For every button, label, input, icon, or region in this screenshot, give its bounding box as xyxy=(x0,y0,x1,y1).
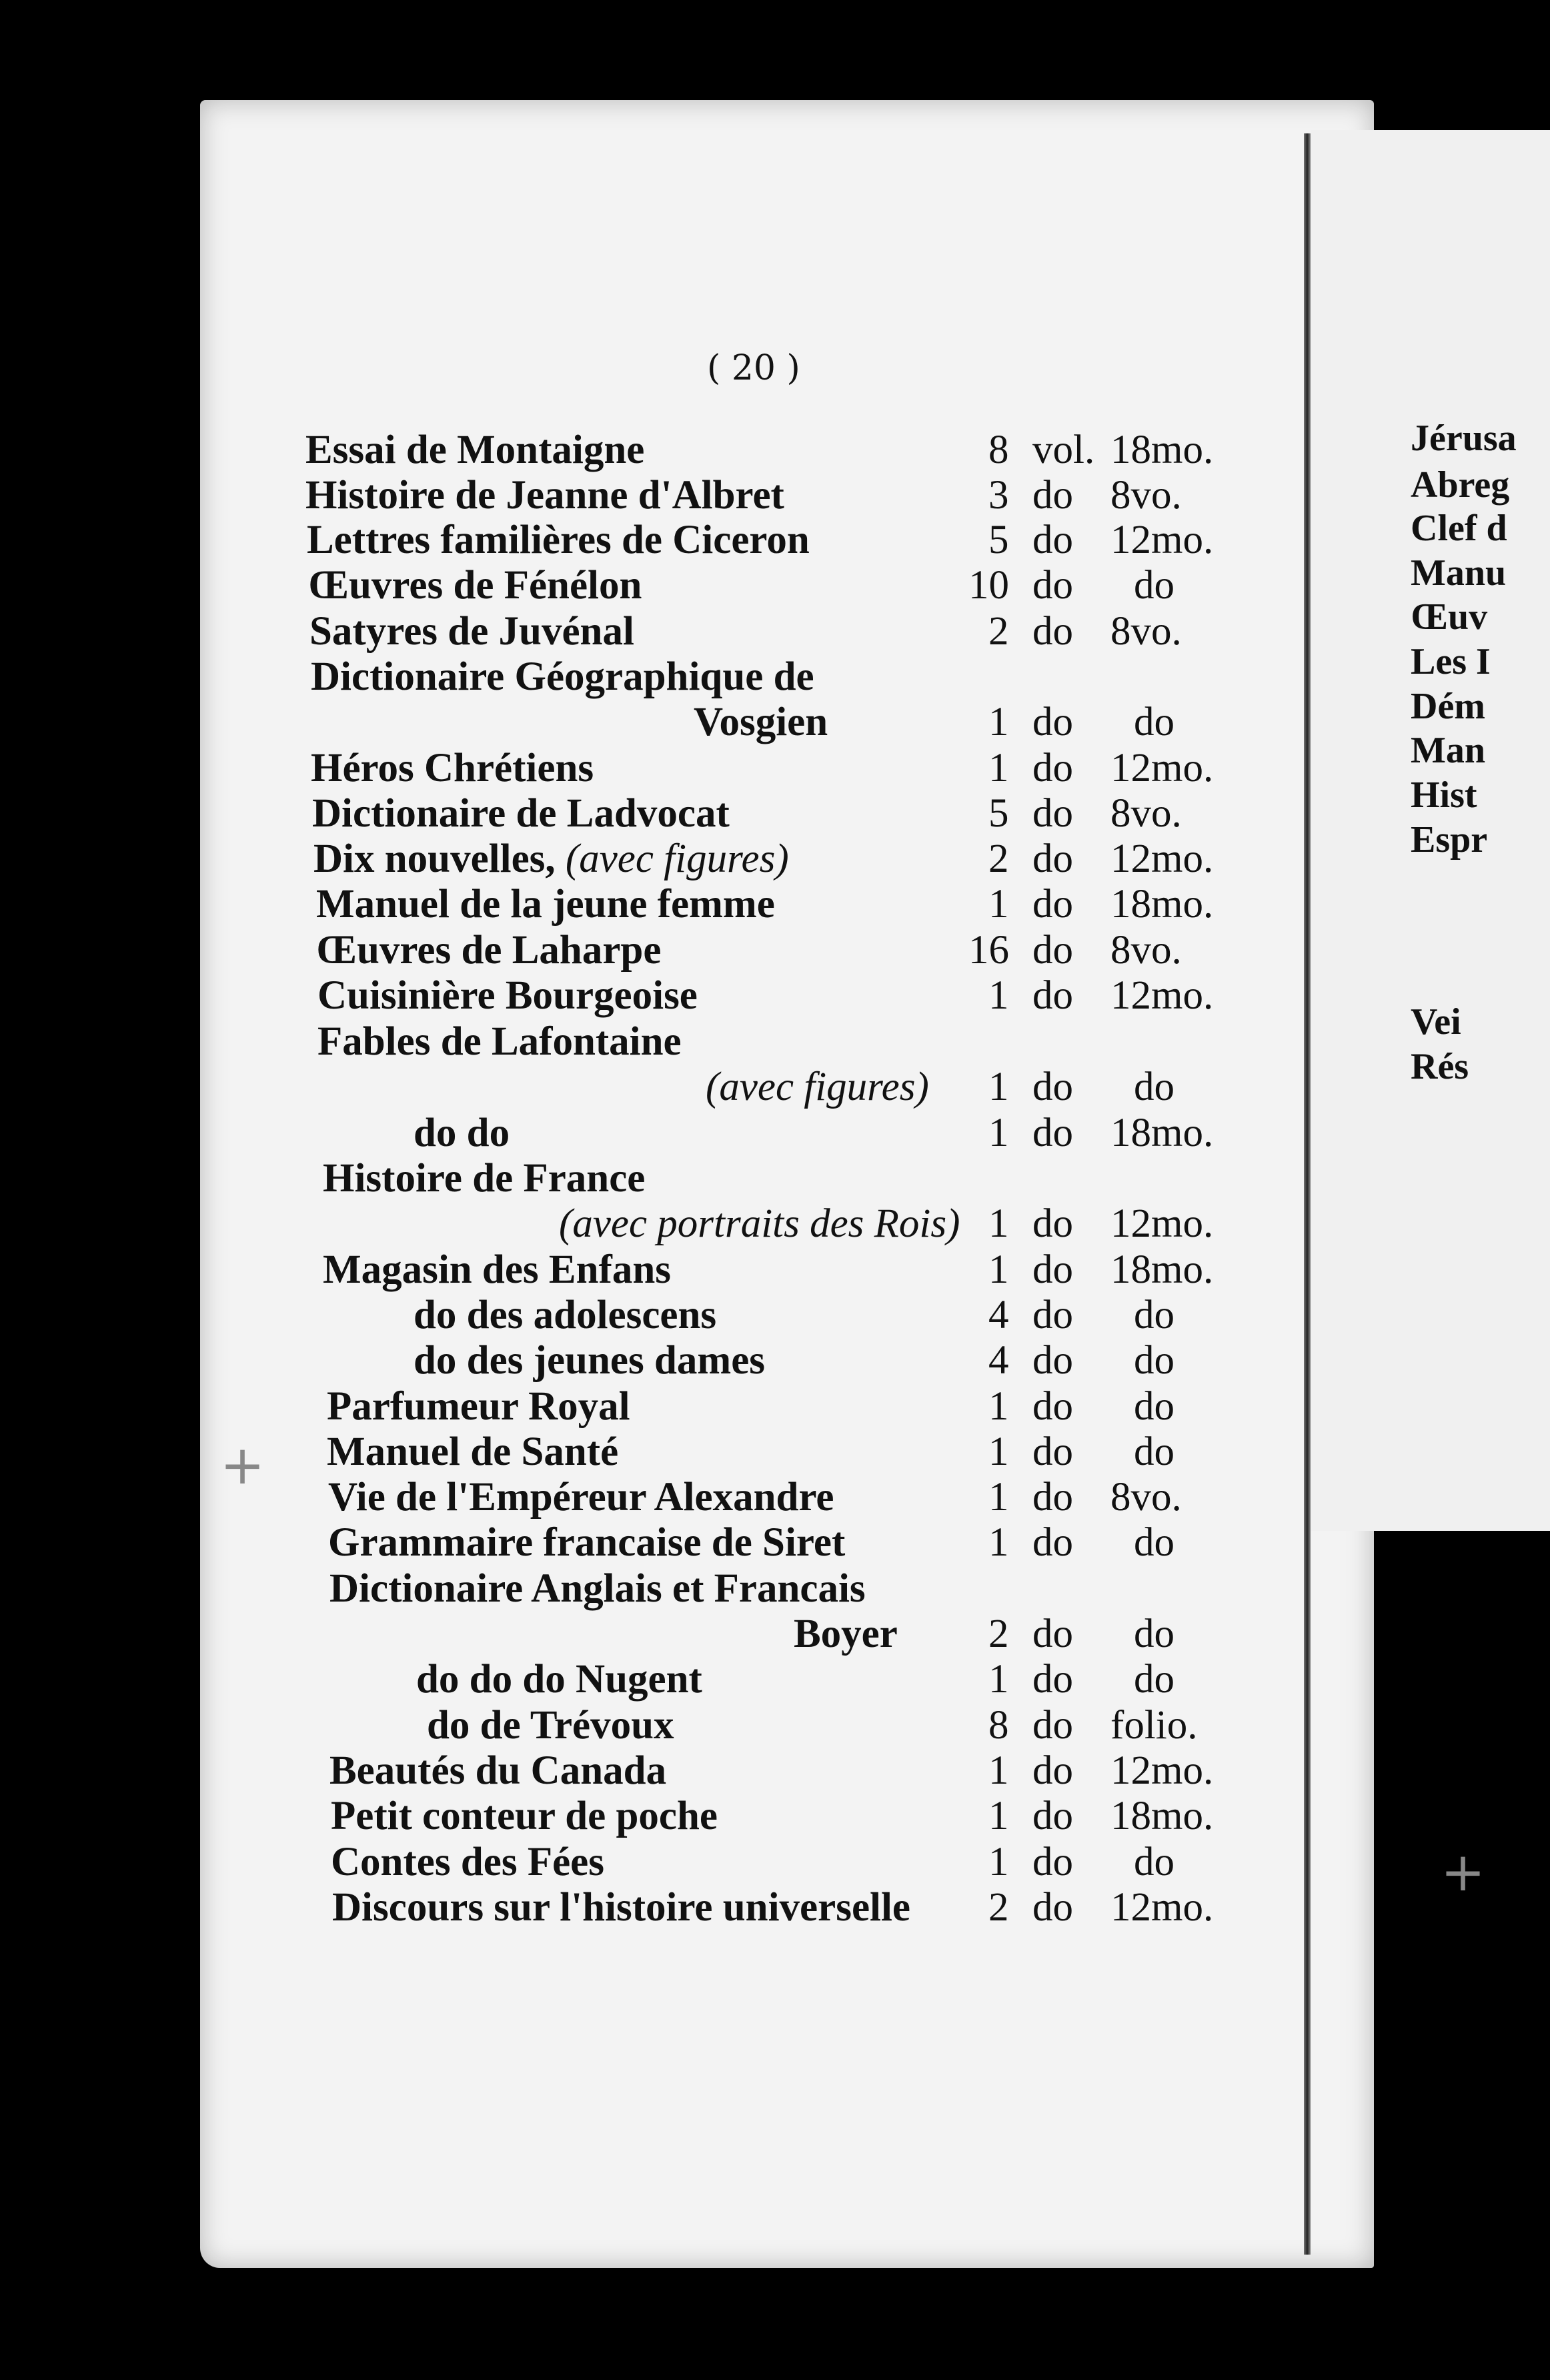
volume-count: 1 xyxy=(988,1840,1009,1884)
volume-unit: do xyxy=(1032,1111,1073,1155)
volume-unit: do xyxy=(1032,1885,1073,1930)
book-title: Vosgien xyxy=(694,700,828,744)
volume-unit: do xyxy=(1032,746,1073,790)
volume-count: 8 xyxy=(988,1703,1009,1748)
volume-count: 5 xyxy=(988,518,1009,562)
book-format: folio. xyxy=(1110,1703,1198,1748)
book-title: do des jeunes dames xyxy=(414,1338,766,1383)
book-format: do xyxy=(1134,1429,1175,1474)
volume-count: 1 xyxy=(988,1520,1009,1565)
volume-unit: vol. xyxy=(1032,428,1095,472)
volume-count: 1 xyxy=(988,973,1009,1018)
book-format: 12mo. xyxy=(1110,1748,1214,1793)
facing-line: Jérusa xyxy=(1411,418,1517,459)
book-title: Histoire de France xyxy=(323,1156,646,1201)
volume-unit: do xyxy=(1032,563,1073,608)
volume-unit: do xyxy=(1032,473,1073,518)
book-title: Vie de l'Empéreur Alexandre xyxy=(328,1475,834,1520)
volume-count: 1 xyxy=(988,1657,1009,1702)
book-title: do do xyxy=(414,1111,510,1155)
volume-count: 1 xyxy=(988,1201,1009,1246)
book-title: Dictionaire Anglais et Francais xyxy=(329,1566,866,1611)
book-title: Cuisinière Bourgeoise xyxy=(317,973,698,1018)
volume-count: 1 xyxy=(988,1111,1009,1155)
volume-unit: do xyxy=(1032,973,1073,1018)
book-title: do des adolescens xyxy=(414,1293,717,1337)
volume-count: 10 xyxy=(968,563,1009,608)
volume-count: 4 xyxy=(988,1338,1009,1383)
book-title: Petit conteur de poche xyxy=(331,1794,718,1838)
book-format: 18mo. xyxy=(1110,1111,1214,1155)
volume-unit: do xyxy=(1032,1065,1073,1109)
book-title: Parfumeur Royal xyxy=(327,1384,630,1429)
volume-unit: do xyxy=(1032,928,1073,973)
volume-count: 1 xyxy=(988,1247,1009,1292)
book-title: Essai de Montaigne xyxy=(305,428,645,472)
volume-count: 1 xyxy=(988,1384,1009,1429)
facing-line: Dém xyxy=(1411,686,1485,727)
volume-count: 1 xyxy=(988,882,1009,927)
book-title: do do do Nugent xyxy=(416,1657,702,1702)
book-note: (avec figures) xyxy=(706,1065,929,1109)
volume-count: 8 xyxy=(988,428,1009,472)
book-format: do xyxy=(1134,1293,1175,1337)
book-format: do xyxy=(1134,1384,1175,1429)
facing-line: Rés xyxy=(1411,1046,1469,1087)
volume-count: 2 xyxy=(988,609,1009,654)
book-format: do xyxy=(1134,1840,1175,1884)
facing-line: Clef d xyxy=(1411,508,1507,549)
book-note: (avec portraits des Rois) xyxy=(559,1201,960,1246)
book-format: 18mo. xyxy=(1110,882,1214,927)
book-format: 12mo. xyxy=(1110,836,1214,881)
pencil-cross-mark: + xyxy=(1441,1841,1486,1903)
book-title: Héros Chrétiens xyxy=(311,746,594,790)
book-title: Dictionaire Géographique de xyxy=(311,654,814,699)
volume-count: 5 xyxy=(988,791,1009,836)
volume-unit: do xyxy=(1032,1475,1073,1520)
volume-count: 1 xyxy=(988,700,1009,744)
volume-unit: do xyxy=(1032,1247,1073,1292)
volume-unit: do xyxy=(1032,609,1073,654)
volume-unit: do xyxy=(1032,1657,1073,1702)
volume-count: 2 xyxy=(988,1885,1009,1930)
book-format: do xyxy=(1134,700,1175,744)
book-format: 8vo. xyxy=(1110,928,1182,973)
volume-count: 2 xyxy=(988,836,1009,881)
book-format: 18mo. xyxy=(1110,1247,1214,1292)
volume-count: 2 xyxy=(988,1612,1009,1656)
volume-count: 1 xyxy=(988,1065,1009,1109)
book-format: 18mo. xyxy=(1110,428,1214,472)
book-format: 8vo. xyxy=(1110,609,1182,654)
book-title: Discours sur l'histoire universelle xyxy=(332,1885,910,1930)
page-number: ( 20 ) xyxy=(707,348,800,388)
book-note: (avec figures) xyxy=(565,836,789,881)
book-format: 8vo. xyxy=(1110,1475,1182,1520)
book-title: Dix nouvelles, (avec figures) xyxy=(313,836,789,881)
volume-count: 1 xyxy=(988,1794,1009,1838)
volume-unit: do xyxy=(1032,1840,1073,1884)
book-title: Œuvres de Laharpe xyxy=(316,928,662,973)
book-format: 8vo. xyxy=(1110,473,1182,518)
book-title: Fables de Lafontaine xyxy=(317,1019,682,1064)
facing-line: Les I xyxy=(1411,641,1491,682)
volume-unit: do xyxy=(1032,1429,1073,1474)
book-title: Satyres de Juvénal xyxy=(309,609,634,654)
volume-count: 1 xyxy=(988,1429,1009,1474)
book-format: do xyxy=(1134,1338,1175,1383)
volume-unit: do xyxy=(1032,1703,1073,1748)
volume-unit: do xyxy=(1032,1748,1073,1793)
volume-count: 16 xyxy=(968,928,1009,973)
facing-line: Manu xyxy=(1411,552,1507,594)
volume-unit: do xyxy=(1032,1201,1073,1246)
volume-unit: do xyxy=(1032,836,1073,881)
volume-unit: do xyxy=(1032,882,1073,927)
book-title: Dictionaire de Ladvocat xyxy=(312,791,730,836)
book-format: do xyxy=(1134,1065,1175,1109)
book-title: Manuel de Santé xyxy=(327,1429,619,1474)
book-format: 8vo. xyxy=(1110,791,1182,836)
volume-unit: do xyxy=(1032,1338,1073,1383)
volume-count: 1 xyxy=(988,1475,1009,1520)
book-format: 12mo. xyxy=(1110,746,1214,790)
volume-count: 3 xyxy=(988,473,1009,518)
book-format: 12mo. xyxy=(1110,1201,1214,1246)
facing-line: Œuv xyxy=(1411,596,1488,638)
book-title: Grammaire francaise de Siret xyxy=(328,1520,846,1565)
book-format: do xyxy=(1134,563,1175,608)
book-format: 12mo. xyxy=(1110,1885,1214,1930)
volume-count: 4 xyxy=(988,1293,1009,1337)
book-title: Lettres familières de Ciceron xyxy=(307,518,810,562)
facing-line: Abreg xyxy=(1411,464,1510,506)
volume-unit: do xyxy=(1032,700,1073,744)
volume-unit: do xyxy=(1032,1384,1073,1429)
volume-unit: do xyxy=(1032,518,1073,562)
volume-unit: do xyxy=(1032,791,1073,836)
book-title: Magasin des Enfans xyxy=(323,1247,672,1292)
volume-count: 1 xyxy=(988,1748,1009,1793)
facing-line: Vei xyxy=(1411,1001,1461,1043)
volume-unit: do xyxy=(1032,1612,1073,1656)
book-format: 12mo. xyxy=(1110,973,1214,1018)
book-spine xyxy=(1304,133,1311,2255)
volume-unit: do xyxy=(1032,1293,1073,1337)
facing-line: Espr xyxy=(1411,819,1488,860)
volume-unit: do xyxy=(1032,1794,1073,1838)
book-title: Histoire de Jeanne d'Albret xyxy=(305,473,784,518)
book-title: Contes des Fées xyxy=(331,1840,604,1884)
book-title: Boyer xyxy=(794,1612,898,1656)
book-title: do de Trévoux xyxy=(427,1703,674,1748)
volume-count: 1 xyxy=(988,746,1009,790)
book-title: Œuvres de Fénélon xyxy=(308,563,642,608)
book-format: 18mo. xyxy=(1110,1794,1214,1838)
book-format: do xyxy=(1134,1612,1175,1656)
book-format: do xyxy=(1134,1657,1175,1702)
facing-line: Hist xyxy=(1411,774,1477,816)
pencil-cross-mark: + xyxy=(220,1434,265,1496)
book-title: Manuel de la jeune femme xyxy=(316,882,775,927)
book-format: 12mo. xyxy=(1110,518,1214,562)
book-title: Beautés du Canada xyxy=(329,1748,667,1793)
facing-page xyxy=(1311,130,1550,1531)
book-format: do xyxy=(1134,1520,1175,1565)
facing-line: Man xyxy=(1411,730,1485,771)
volume-unit: do xyxy=(1032,1520,1073,1565)
